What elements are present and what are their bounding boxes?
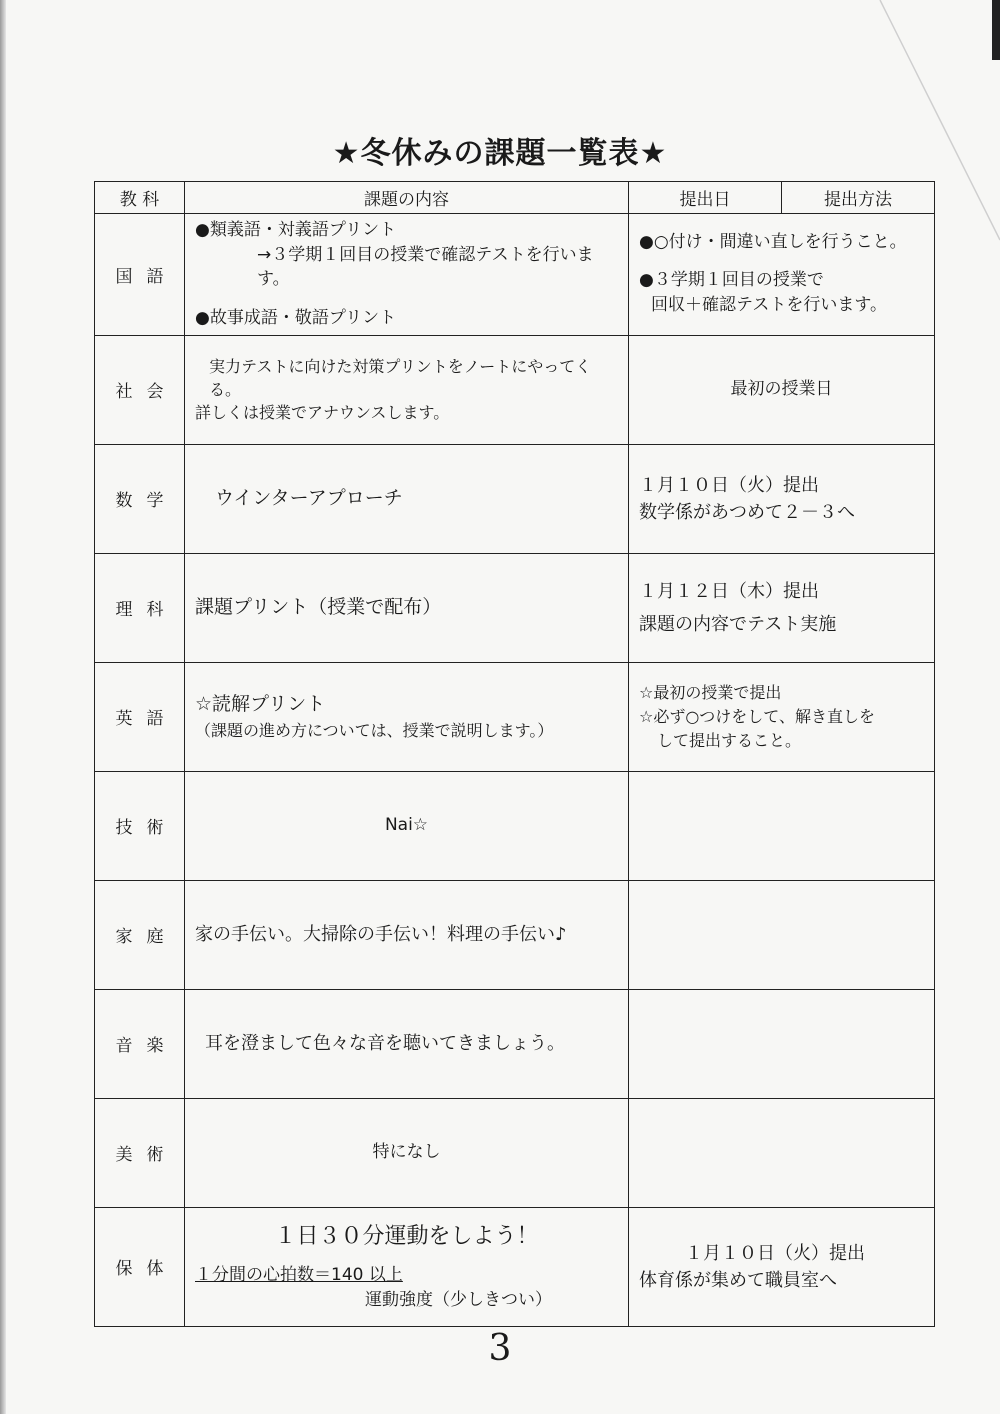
content-line: 特になし: [372, 1142, 441, 1163]
submission-cell: [629, 553, 935, 662]
submission-line: ☆最初の授業で提出: [639, 682, 782, 702]
table-row: [95, 214, 935, 336]
content-line: ウインターアプローチ: [215, 486, 403, 509]
page-title: ★冬休みの課題一覧表★: [332, 136, 668, 171]
content-line: →３学期１回目の授業で確認テストを行います。: [257, 244, 594, 290]
submission-line: １月１０日（火）提出: [685, 1242, 865, 1264]
content-cell: [185, 335, 629, 444]
table-row: [95, 880, 935, 989]
submission-cell: [629, 444, 935, 553]
content-cell: [185, 1098, 629, 1207]
content-line: １日３０分運動をしよう！: [274, 1223, 539, 1249]
content-line-text: １分間の心拍数＝140 以上: [195, 1264, 403, 1285]
content-line: ☆読解プリント: [195, 693, 326, 716]
content-cell: [185, 989, 629, 1098]
header-due-date: 提出日: [629, 182, 782, 214]
content-line: ●故事成語・敬語プリント: [195, 307, 397, 328]
content-cell: [185, 553, 629, 662]
content-cell: [185, 1207, 629, 1326]
submission-cell: [629, 335, 935, 444]
content-line: （課題の進め方については、授業で説明します。）: [195, 720, 554, 740]
submission-cell: [629, 214, 935, 336]
content-cell: [185, 880, 629, 989]
subject-cell: 美術: [95, 1098, 185, 1207]
subject-cell: 国語: [95, 214, 185, 336]
table-row: [95, 1207, 935, 1326]
table-row: [95, 444, 935, 553]
content-cell: [185, 214, 629, 336]
submission-line: ●３学期１回目の授業で: [639, 269, 824, 290]
assignment-table: [94, 181, 935, 1327]
submission-line: １月１２日（木）提出: [639, 580, 819, 602]
submission-cell: [629, 880, 935, 989]
table-row: [95, 771, 935, 880]
subject-cell: 保体: [95, 1207, 185, 1326]
content-line: ●類義語・対義語プリント: [195, 220, 397, 240]
header-content: 課題の内容: [185, 182, 629, 214]
table-header-row: [95, 182, 935, 214]
submission-line: 数学係があつめて２－３へ: [639, 501, 855, 523]
content-cell: [185, 771, 629, 880]
page-number: 3: [488, 1328, 512, 1369]
submission-cell: [629, 771, 935, 880]
content-line: 課題プリント（授業で配布）: [195, 595, 442, 618]
content-line: 実力テストに向けた対策プリントをノートにやってくる。: [209, 356, 592, 399]
submission-line: 回収＋確認テストを行います。: [651, 295, 887, 316]
content-line: 詳しくは授業でアナウンスします。: [195, 403, 450, 423]
content-line: 運動強度（少しきつい）: [365, 1289, 552, 1310]
subject-cell: 家庭: [95, 880, 185, 989]
submission-line: ●○付け・間違い直しを行うこと。: [639, 232, 907, 253]
content-cell: [185, 662, 629, 771]
submission-cell: [629, 1098, 935, 1207]
table-row: [95, 662, 935, 771]
subject-cell: 音楽: [95, 989, 185, 1098]
submission-line: 最初の授業日: [730, 378, 833, 399]
header-method: 提出方法: [782, 182, 935, 214]
content-line: [195, 1263, 618, 1288]
submission-line: して提出すること。: [657, 730, 802, 750]
submission-cell: [629, 989, 935, 1098]
content-line: Nai☆: [384, 815, 429, 836]
content-cell: [185, 444, 629, 553]
submission-line: 体育係が集めて職員室へ: [639, 1269, 837, 1291]
submission-line: 課題の内容でテスト実施: [639, 613, 837, 635]
subject-cell: 技術: [95, 771, 185, 880]
subject-cell: 英語: [95, 662, 185, 771]
subject-cell: 理科: [95, 553, 185, 662]
header-subject: 教 科: [95, 182, 185, 214]
submission-cell: [629, 1207, 935, 1326]
content-line: 耳を澄まして色々な音を聴いてきましょう。: [205, 1032, 565, 1054]
scan-edge-left: [0, 0, 6, 1414]
table-row: [95, 335, 935, 444]
table-row: [95, 553, 935, 662]
submission-cell: [629, 662, 935, 771]
subject-cell: 社会: [95, 335, 185, 444]
content-line: 家の手伝い。大掃除の手伝い！料理の手伝い♪: [195, 923, 567, 945]
table-row: [95, 989, 935, 1098]
subject-cell: 数学: [95, 444, 185, 553]
submission-line: １月１０日（火）提出: [639, 474, 819, 496]
table-row: [95, 1098, 935, 1207]
submission-line: ☆必ず○つけをして、解き直しを: [639, 706, 875, 726]
